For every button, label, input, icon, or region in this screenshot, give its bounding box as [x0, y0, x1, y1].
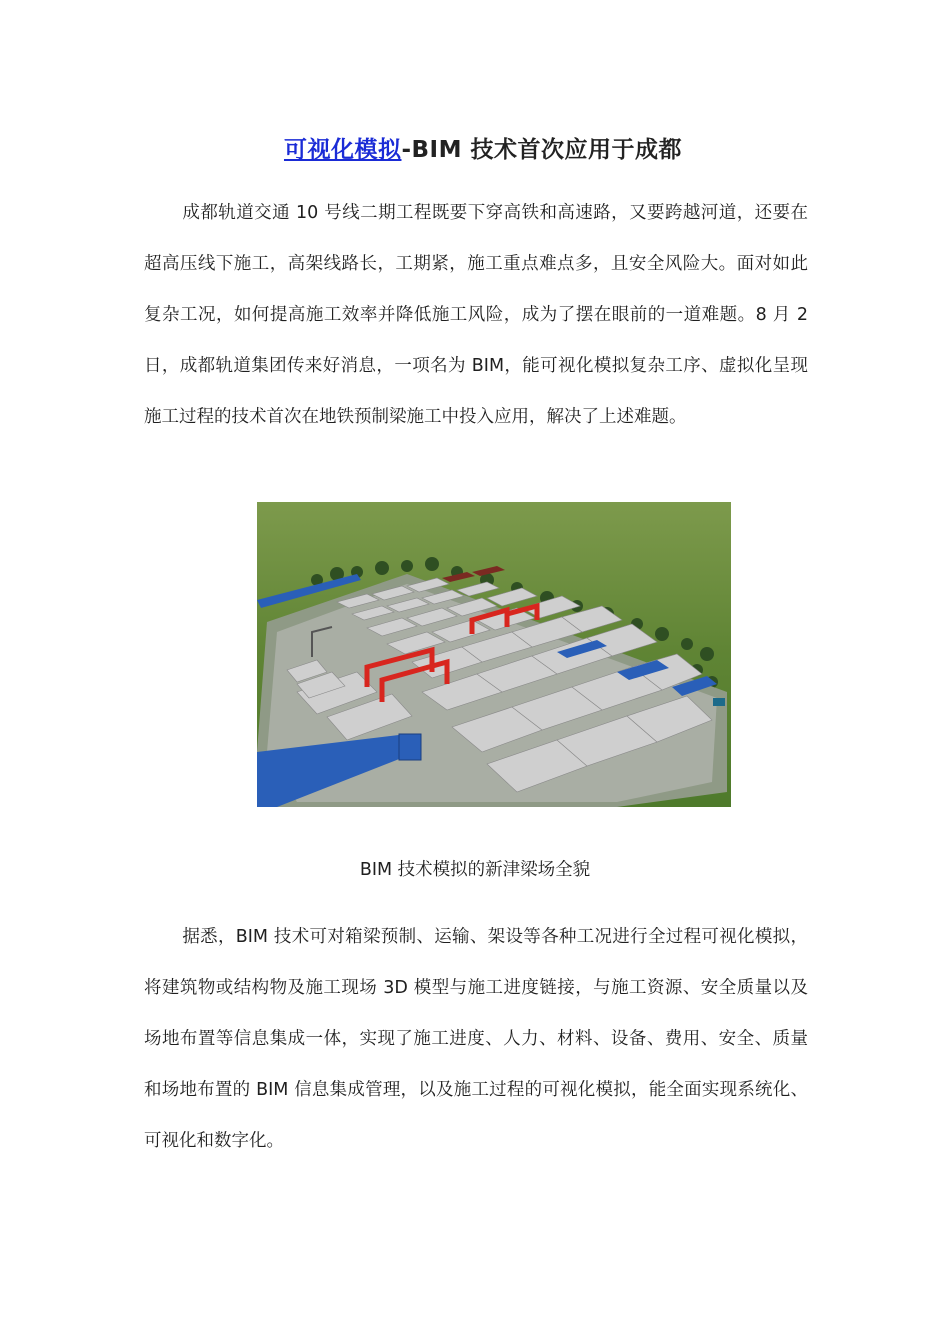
- paragraph-details: [144, 912, 808, 1167]
- figure-caption: BIM 技术模拟的新津梁场全貌: [359, 860, 591, 880]
- article-title: [0, 133, 950, 167]
- paragraph-details-text: 据悉，BIM 技术可对箱梁预制、运输、架设等各种工况进行全过程可视化模拟，将建筑物或结构物及施工现场 3D 模型与施工进度链接，与施工资源、安全质量以及场地布置等信息集成一体，实现了施工进度、人力、材料、设备、费用、安全、质量和场地布置的 BIM 信息集成管理，以及施工过程的可视化模拟，能全面实现系统化、可视化和数字化。: [144, 927, 808, 1151]
- title-link[interactable]: 可视化模拟: [283, 137, 402, 163]
- title-text: -BIM 技术首次应用于成都: [401, 137, 683, 163]
- bim-site-rendering: [257, 502, 731, 807]
- site-illustration: [257, 502, 731, 807]
- paragraph-intro: [144, 188, 808, 443]
- paragraph-intro-text: 成都轨道交通 10 号线二期工程既要下穿高铁和高速路，又要跨越河道，还要在超高压线下施工，高架线路长，工期紧，施工重点难点多，且安全风险大。面对如此复杂工况，如何提高施工效率并降低施工风险，成为了摆在眼前的一道难题。8 月 2 日，成都轨道集团传来好消息，一项名为 BIM，能可视化模拟复杂工序、虚拟化呈现施工过程的技术首次在地铁预制梁施工中投入应用，解决了上述难题。: [144, 203, 808, 427]
- site-cabin: [399, 734, 421, 760]
- vehicle: [713, 698, 725, 706]
